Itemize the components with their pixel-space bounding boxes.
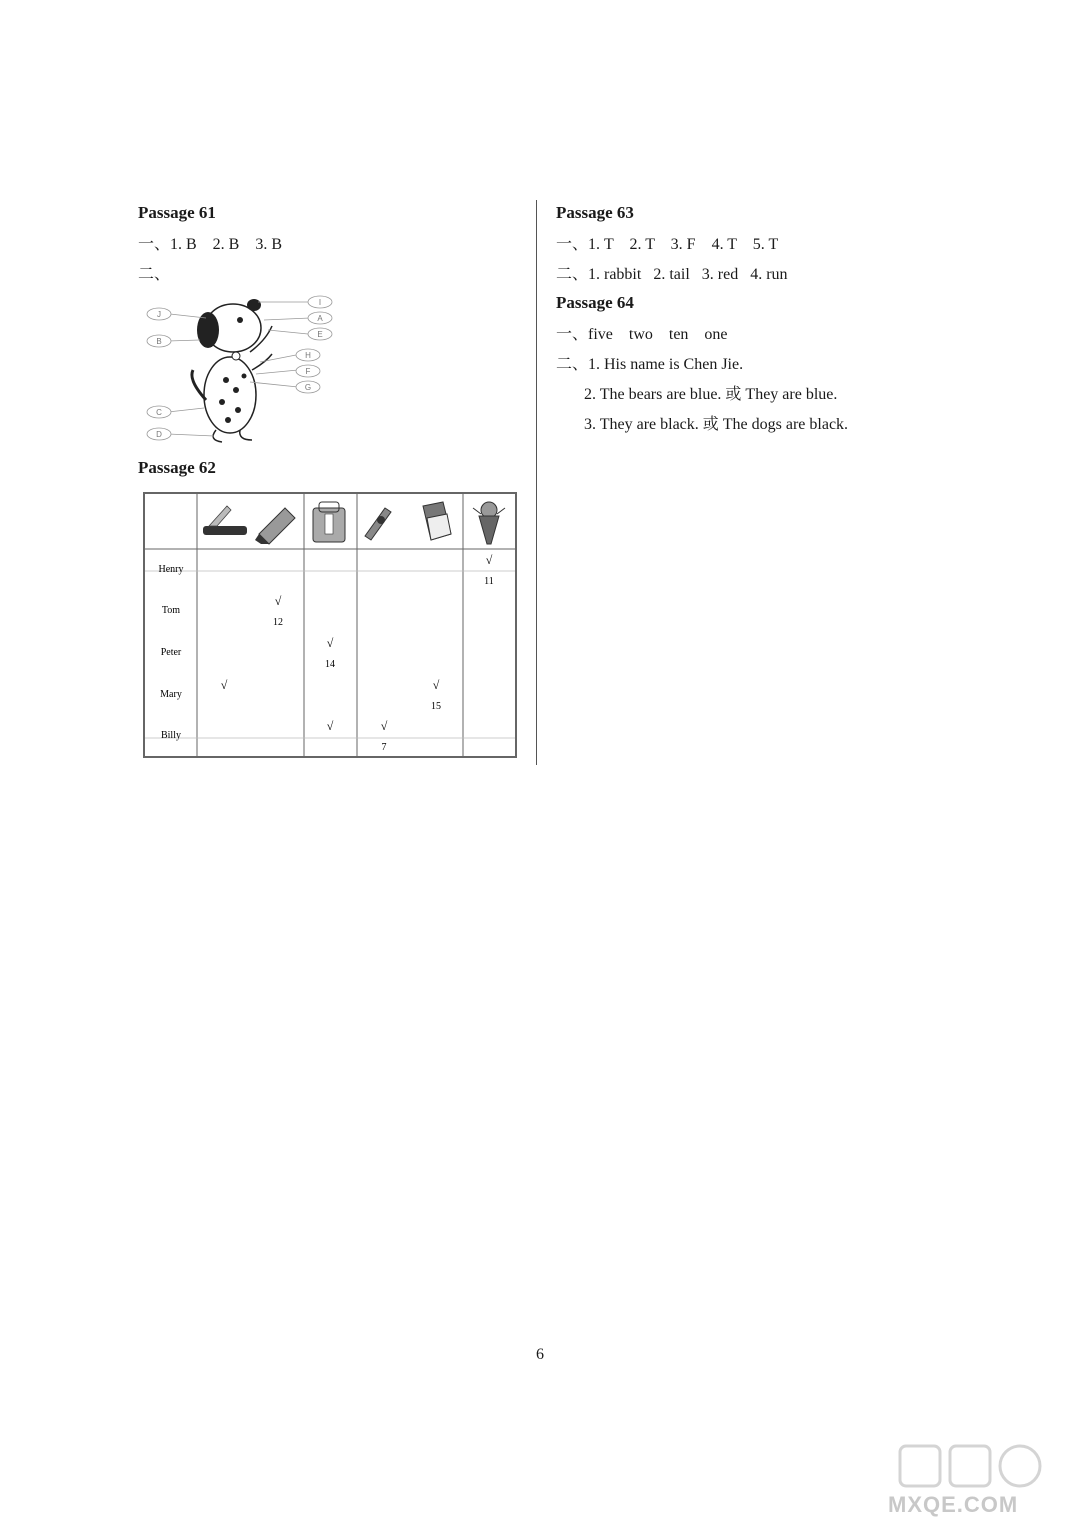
- eraser-icon: [423, 502, 451, 540]
- mark-number: 7: [381, 742, 387, 753]
- passage64-part2-1: 二、1. His name is Chen Jie.: [556, 356, 744, 373]
- mark-number: 14: [325, 659, 335, 670]
- dog-label: B: [156, 337, 162, 346]
- mark-number: 12: [273, 617, 283, 628]
- left-column: [138, 200, 528, 290]
- check-mark: √: [380, 719, 388, 733]
- check-mark: √: [274, 594, 282, 608]
- watermark-text: MXQE.COM: [888, 1492, 1019, 1517]
- passage61-part1: 一、1. B 2. B 3. B: [138, 236, 283, 253]
- column-divider: [536, 200, 537, 765]
- passage62-title: Passage 62: [138, 458, 216, 477]
- knife-icon: [203, 506, 247, 535]
- dog-figure: [138, 290, 348, 450]
- dog-label: I: [318, 298, 322, 307]
- crayon-icon: [255, 508, 295, 544]
- passage64-part2-2: 2. The bears are blue. 或 They are blue.: [584, 386, 838, 403]
- doll-pencil-icon: [473, 502, 505, 544]
- table-row-name: Mary: [160, 689, 182, 700]
- passage63-part2: 二、1. rabbit 2. tail 3. red 4. run: [556, 266, 788, 283]
- watermark-logo: [880, 1442, 1060, 1522]
- table-row-name: Peter: [160, 647, 182, 658]
- passage64-part2-3: 3. They are black. 或 The dogs are black.: [584, 416, 849, 433]
- check-mark: √: [326, 636, 334, 650]
- dog-label: E: [317, 330, 323, 339]
- check-mark: √: [485, 553, 493, 567]
- dog-label: J: [157, 310, 161, 319]
- table-row-name: Tom: [161, 605, 181, 616]
- dog-label: G: [304, 383, 312, 392]
- dog-label: C: [156, 408, 162, 417]
- dog-label: A: [317, 314, 323, 323]
- dog-label: F: [305, 367, 311, 376]
- passage64-part1: 一、five two ten one: [556, 326, 728, 343]
- right-column: [556, 200, 1026, 440]
- check-mark: √: [326, 719, 334, 733]
- check-mark: √: [220, 678, 228, 692]
- mark-number: 15: [431, 701, 441, 712]
- check-mark: √: [432, 678, 440, 692]
- page-number: 6: [536, 1346, 544, 1363]
- passage61-title: Passage 61: [138, 203, 216, 222]
- dog-label: H: [305, 351, 311, 360]
- passage63-title: Passage 63: [556, 203, 634, 222]
- bag-icon: [313, 502, 345, 542]
- passage64-title: Passage 64: [556, 293, 634, 312]
- table-row-name: Henry: [158, 564, 184, 575]
- mark-number: 11: [484, 576, 494, 587]
- answer-table: [143, 492, 517, 758]
- table-row-name: Billy: [160, 730, 182, 741]
- passage63-part1: 一、1. T 2. T 3. F 4. T 5. T: [556, 236, 779, 253]
- passage61-part2: 二、: [138, 266, 171, 283]
- dog-label: D: [156, 430, 162, 439]
- pen-icon: [365, 508, 391, 540]
